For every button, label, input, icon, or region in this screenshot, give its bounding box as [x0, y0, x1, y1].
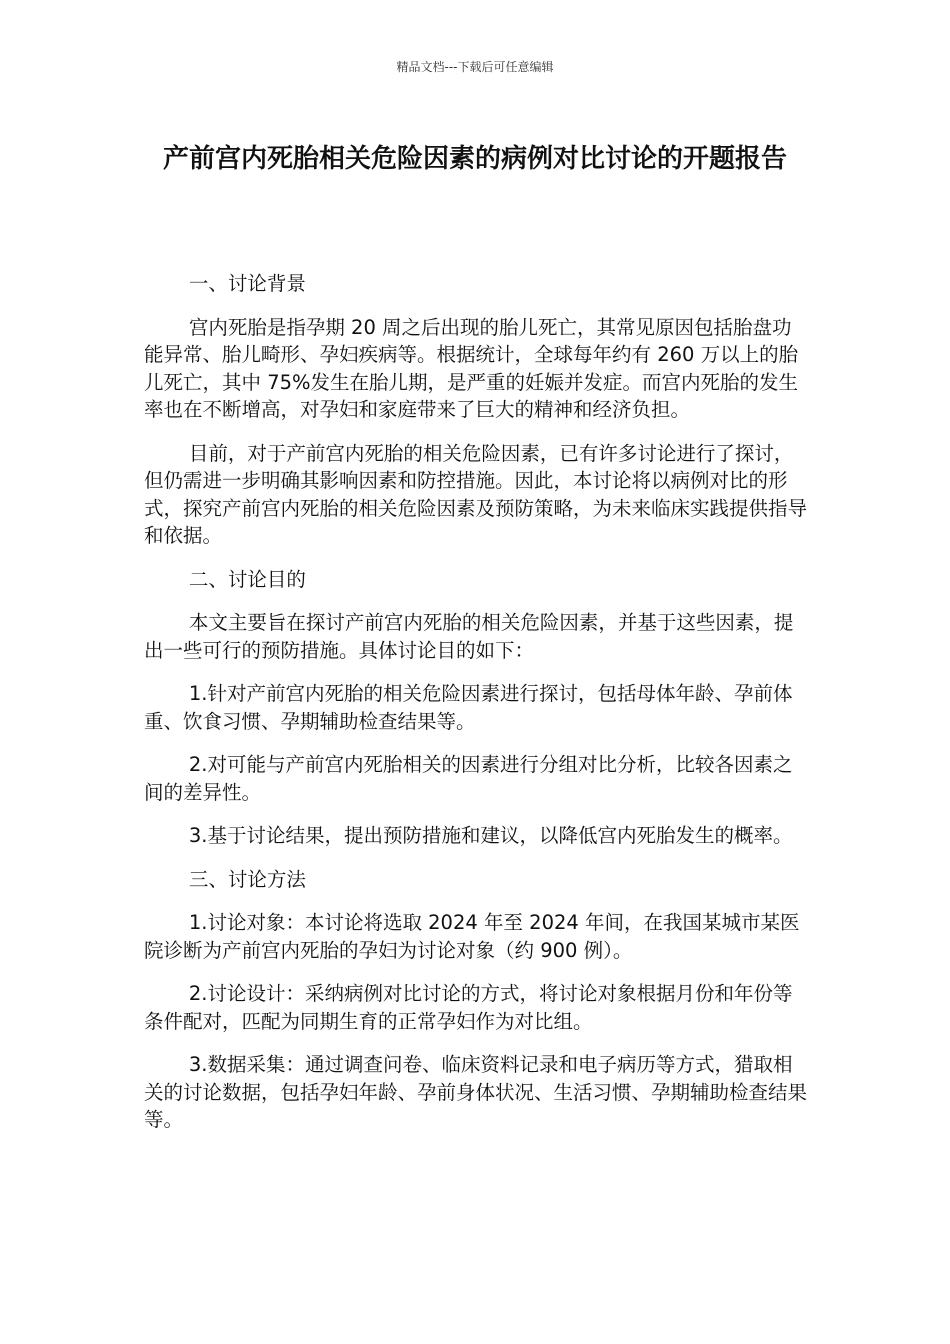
- section-heading-purpose: 二、讨论目的: [188, 567, 306, 591]
- document-body: [144, 270, 808, 1150]
- list-item: 1.针对产前宫内死胎的相关危险因素进行探讨，包括母体年龄、孕前体重、饮食习惯、孕期辅助检查结果等。: [144, 682, 793, 733]
- page-header-note: 精品文档---下载后可任意编辑: [396, 60, 554, 74]
- paragraph: 目前，对于产前宫内死胎的相关危险因素，已有许多讨论进行了探讨，但仍需进一步明确其影响因素和防控措施。因此，本讨论将以病例对比的形式，探究产前宫内死胎的相关危险因素及预防策略，为未来临床实践提供指导和依据。: [144, 441, 808, 547]
- section-heading-background: 一、讨论背景: [188, 272, 306, 295]
- section-heading-methods: 三、讨论方法: [188, 867, 306, 891]
- paragraph: 本文主要旨在探讨产前宫内死胎的相关危险因素，并基于这些因素，提出一些可行的预防措施。具体讨论目的如下：: [144, 611, 794, 662]
- list-item: 1.讨论对象：本讨论将选取 2024 年至 2024 年间，在我国某城市某医院诊断为产前宫内死胎的孕妇为讨论对象（约 900 例）。: [144, 911, 800, 962]
- list-item: 2.讨论设计：采纳病例对比讨论的方式，将讨论对象根据月份和年份等条件配对，匹配为同期生育的正常孕妇作为对比组。: [144, 982, 793, 1033]
- document-title: 产前宫内死胎相关危险因素的病例对比讨论的开题报告: [162, 144, 787, 174]
- paragraph: 宫内死胎是指孕期 20 周之后出现的胎儿死亡，其常见原因包括胎盘功能异常、胎儿畸形、孕妇疾病等。根据统计，全球每年约有 260 万以上的胎儿死亡，其中 75%发生在胎儿期，是严重的妊娠并发症。而宫内死胎的发生率也在不断增高，对孕妇和家庭带来了巨大的精神和经济负担。: [144, 315, 799, 421]
- list-item: 2.对可能与产前宫内死胎相关的因素进行分组对比分析，比较各因素之间的差异性。: [144, 753, 793, 804]
- list-item: 3.数据采集：通过调查问卷、临床资料记录和电子病历等方式，猎取相关的讨论数据，包括孕妇年龄、孕前身体状况、生活习惯、孕期辅助检查结果等。: [144, 1053, 808, 1131]
- list-item: 3.基于讨论结果，提出预防措施和建议，以降低宫内死胎发生的概率。: [188, 824, 793, 847]
